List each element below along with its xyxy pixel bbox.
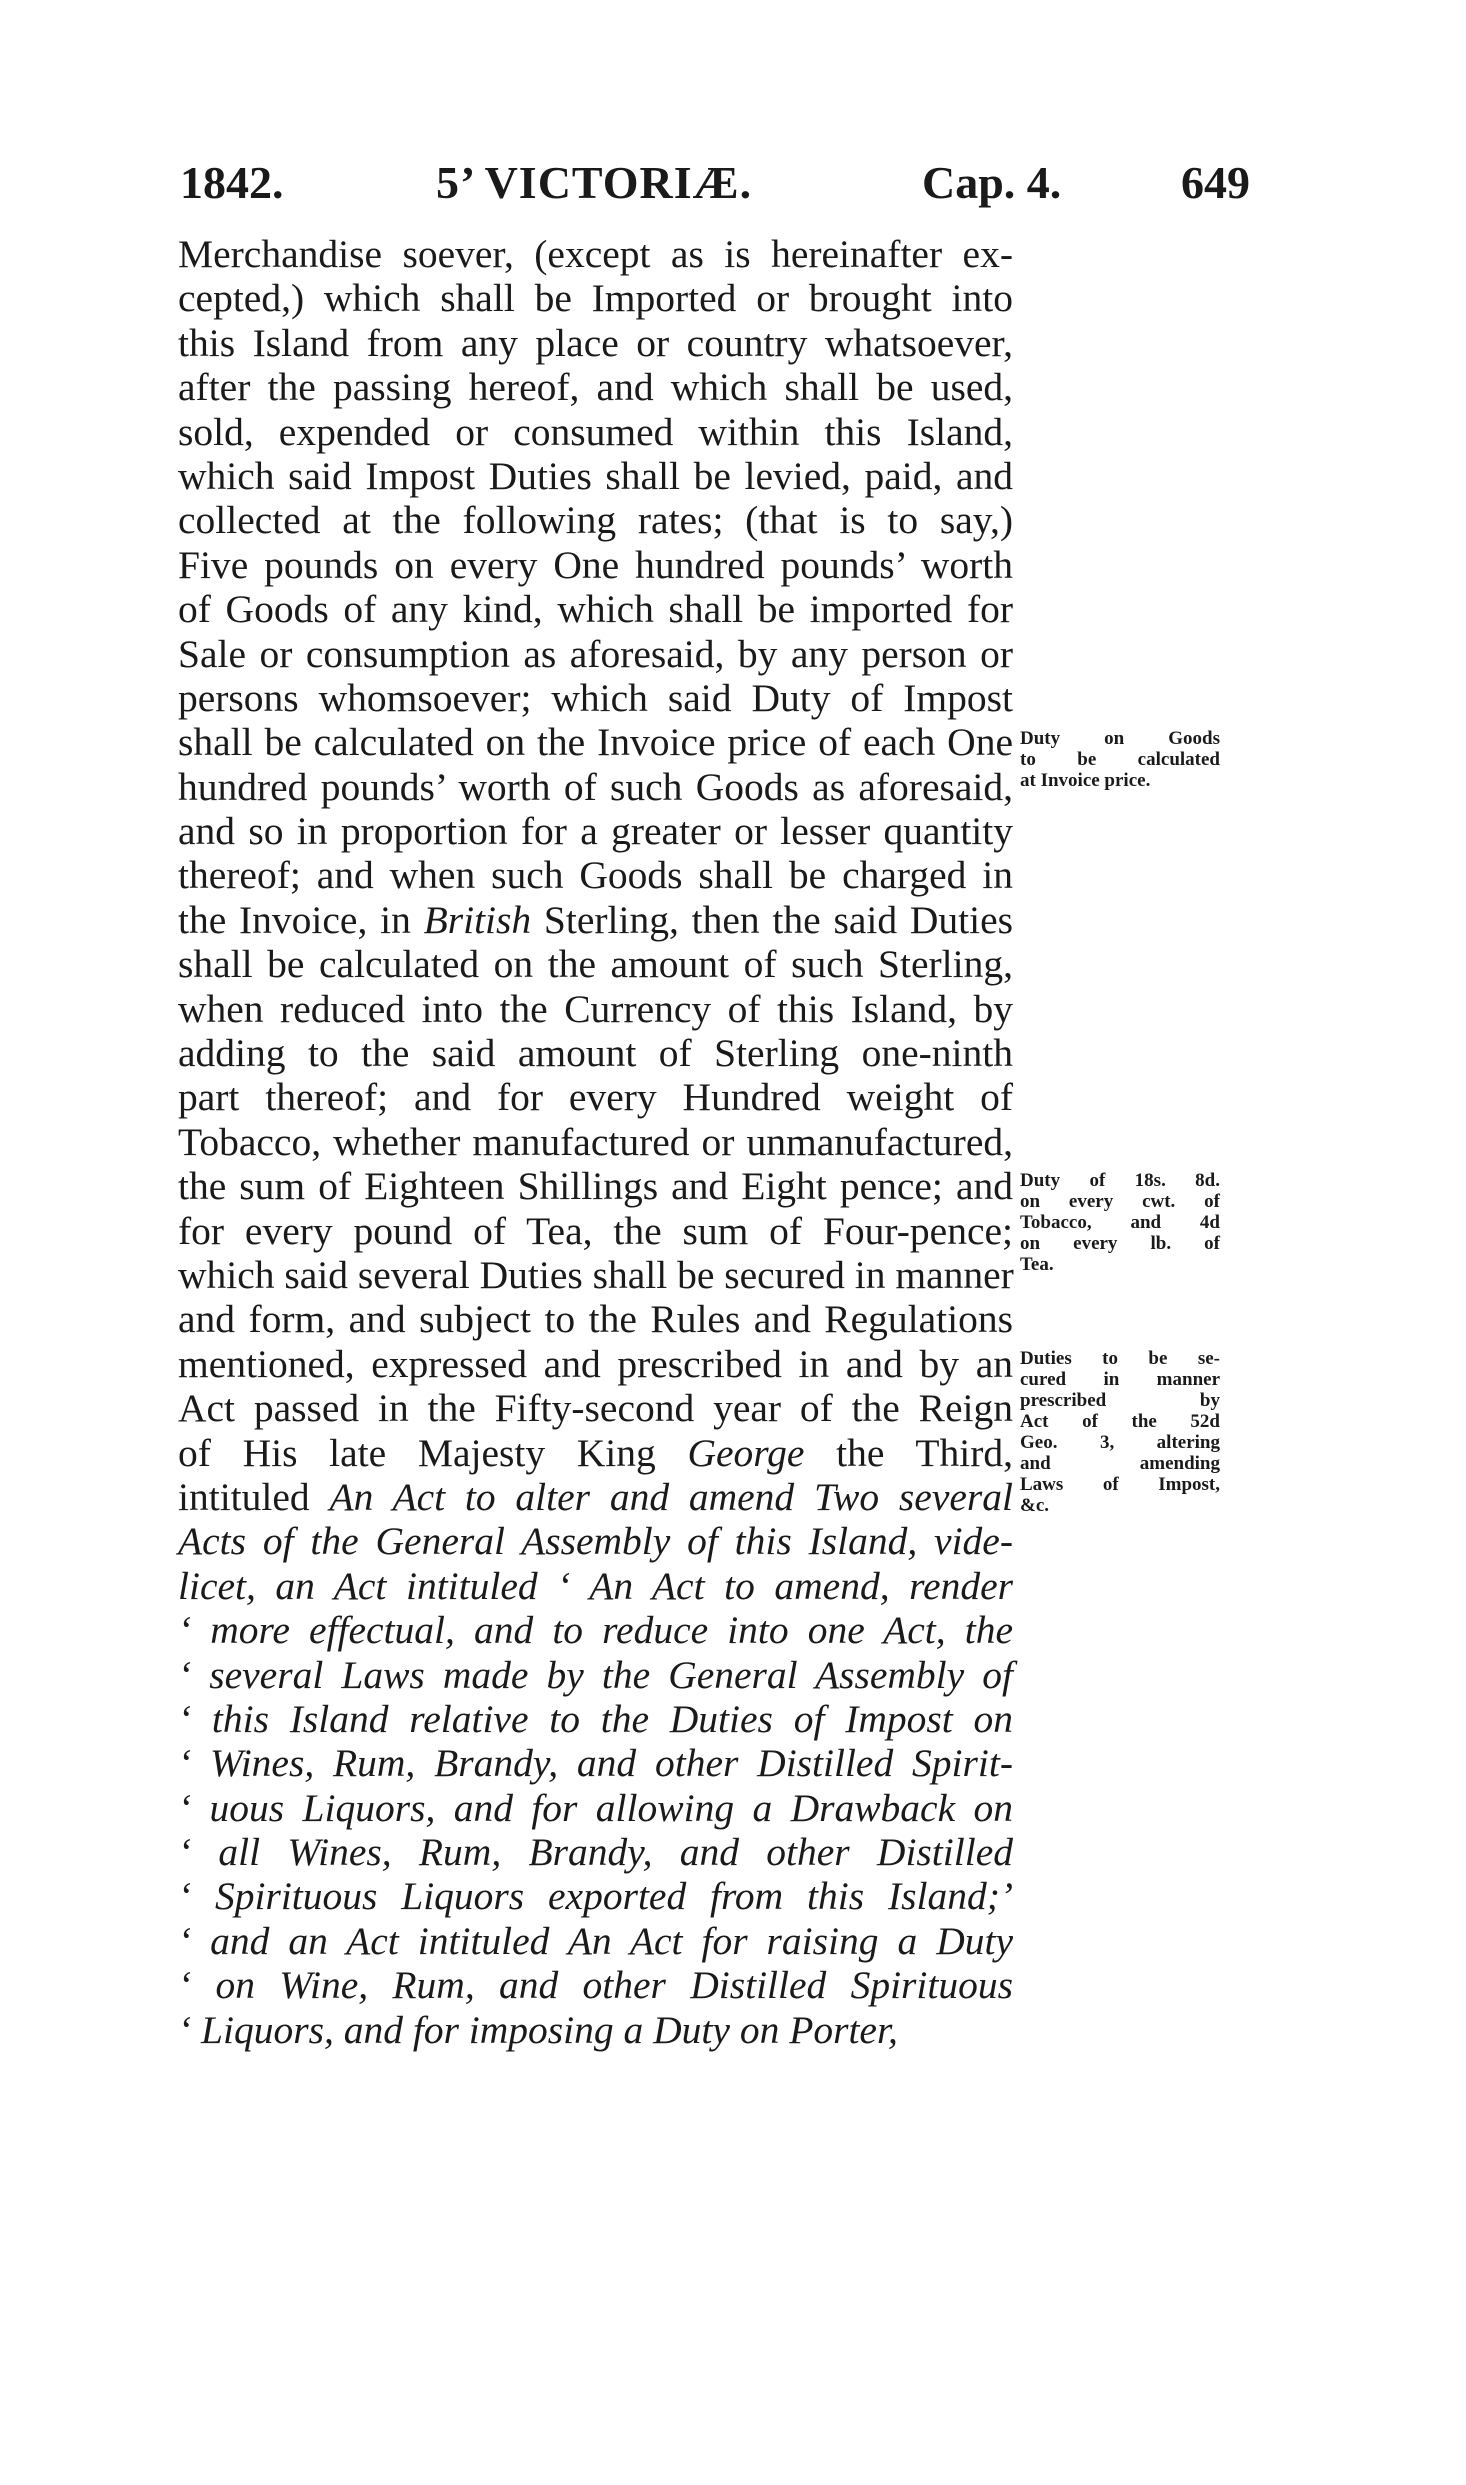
text-line: [178, 1431, 1013, 1475]
margin-note-line: Geo. 3, altering: [1020, 1432, 1220, 1453]
margin-note-duties-secured: [1020, 1348, 1220, 1516]
text-line: Sale or consumption as aforesaid, by any person or: [178, 631, 1013, 676]
header-chapter: Cap. 4.: [922, 157, 1062, 208]
text-segment: the Third,: [804, 1430, 1013, 1475]
text-line: ‘ more effectual, and to reduce into one Act, the: [178, 1608, 1013, 1653]
margin-note-line: to be calculated: [1020, 749, 1220, 770]
text-line: ‘ Wines, Rum, Brandy, and other Distilled Spirit-: [178, 1741, 1013, 1786]
text-line: [178, 1475, 1013, 1519]
text-segment: George: [687, 1430, 805, 1475]
margin-note-line: Duties to be se-: [1020, 1348, 1220, 1369]
text-line: [178, 898, 1013, 942]
header-title: 5’ VICTORIÆ.: [436, 157, 753, 208]
text-segment: the Invoice, in: [178, 897, 424, 942]
margin-note-line: Tea.: [1020, 1254, 1054, 1275]
text-line: ‘ several Laws made by the General Assembly of: [178, 1652, 1013, 1697]
margin-note-line: at Invoice price.: [1020, 770, 1151, 791]
margin-note-line: Act of the 52d: [1020, 1411, 1220, 1432]
text-line: ‘ on Wine, Rum, and other Distilled Spirituous: [178, 1963, 1013, 2008]
text-line: shall be calculated on the amount of such Sterling,: [178, 942, 1013, 987]
text-line: and so in proportion for a greater or lesser quantity: [178, 809, 1013, 854]
text-line: this Island from any place or country whatsoever,: [178, 320, 1013, 365]
text-line: the sum of Eighteen Shillings and Eight pence; and: [178, 1164, 1013, 1209]
text-line: part thereof; and for every Hundred weight of: [178, 1075, 1013, 1120]
text-line: persons whomsoever; which said Duty of Impost: [178, 675, 1013, 720]
margin-note-line: Laws of Impost,: [1020, 1474, 1220, 1495]
text-line: Acts of the General Assembly of this Island, vide-: [178, 1519, 1013, 1564]
margin-note-line: Duty of 18s. 8d.: [1020, 1170, 1220, 1191]
text-line: ‘ Spirituous Liquors exported from this Island;’: [178, 1874, 1013, 1919]
margin-note-line: prescribed by: [1020, 1390, 1220, 1411]
text-line: mentioned, expressed and prescribed in and by an: [178, 1341, 1013, 1386]
text-line: shall be calculated on the Invoice price of each One: [178, 720, 1013, 765]
text-line: ‘ Liquors, and for imposing a Duty on Porter,: [178, 2007, 898, 2052]
text-line: and form, and subject to the Rules and Regulations: [178, 1297, 1013, 1342]
text-line: thereof; and when such Goods shall be charged in: [178, 853, 1013, 898]
text-line: of Goods of any kind, which shall be imported for: [178, 587, 1013, 632]
margin-note-duty-on-goods: [1020, 728, 1220, 791]
text-line: which said Impost Duties shall be levied, paid, and: [178, 453, 1013, 498]
margin-note-line: cured in manner: [1020, 1369, 1220, 1390]
header-page-number: 649: [1181, 157, 1250, 208]
text-line: for every pound of Tea, the sum of Four-pence;: [178, 1208, 1013, 1253]
text-segment: British: [423, 897, 532, 942]
text-segment: intituled: [178, 1474, 330, 1519]
margin-note-line: on every lb. of: [1020, 1233, 1220, 1254]
text-line: ‘ and an Act intituled An Act for raising a Duty: [178, 1918, 1013, 1963]
text-line: collected at the following rates; (that is to say,): [178, 498, 1013, 543]
margin-note-tobacco-tea: [1020, 1170, 1220, 1275]
text-segment: Sterling, then the said Duties: [531, 897, 1013, 942]
body-text: [178, 232, 1013, 2052]
margin-note-line: Tobacco, and 4d: [1020, 1212, 1220, 1233]
text-line: when reduced into the Currency of this Island, by: [178, 986, 1013, 1031]
margin-note-line: on every cwt. of: [1020, 1191, 1220, 1212]
text-line: sold, expended or consumed within this Island,: [178, 409, 1013, 454]
text-line: which said several Duties shall be secured in manner: [178, 1252, 1014, 1297]
text-line: Five pounds on every One hundred pounds’ worth: [178, 542, 1013, 587]
text-line: ‘ uous Liquors, and for allowing a Drawback on: [178, 1785, 1013, 1830]
text-line: Merchandise soever, (except as is hereinafter ex-: [178, 232, 1013, 276]
text-line: ‘ this Island relative to the Duties of Impost on: [178, 1696, 1013, 1741]
margin-note-line: and amending: [1020, 1453, 1220, 1474]
margin-note-line: Duty on Goods: [1020, 728, 1220, 749]
text-segment: of His late Majesty King: [178, 1430, 688, 1475]
text-line: Tobacco, whether manufactured or unmanufactured,: [178, 1119, 1013, 1164]
text-line: after the passing hereof, and which shall be used,: [178, 365, 1013, 410]
text-line: cepted,) which shall be Imported or brought into: [178, 276, 1013, 321]
text-line: licet, an Act intituled ‘ An Act to amend, render: [178, 1563, 1013, 1608]
text-line: adding to the said amount of Sterling one-ninth: [178, 1031, 1013, 1076]
text-line: hundred pounds’ worth of such Goods as aforesaid,: [178, 764, 1013, 809]
margin-note-line: &c.: [1020, 1495, 1050, 1516]
running-header: [180, 148, 1250, 218]
text-line: Act passed in the Fifty-second year of the Reign: [178, 1386, 1013, 1431]
text-line: ‘ all Wines, Rum, Brandy, and other Distilled: [178, 1830, 1013, 1875]
header-year: 1842.: [180, 157, 284, 208]
text-segment: An Act to alter and amend Two several: [329, 1474, 1013, 1519]
